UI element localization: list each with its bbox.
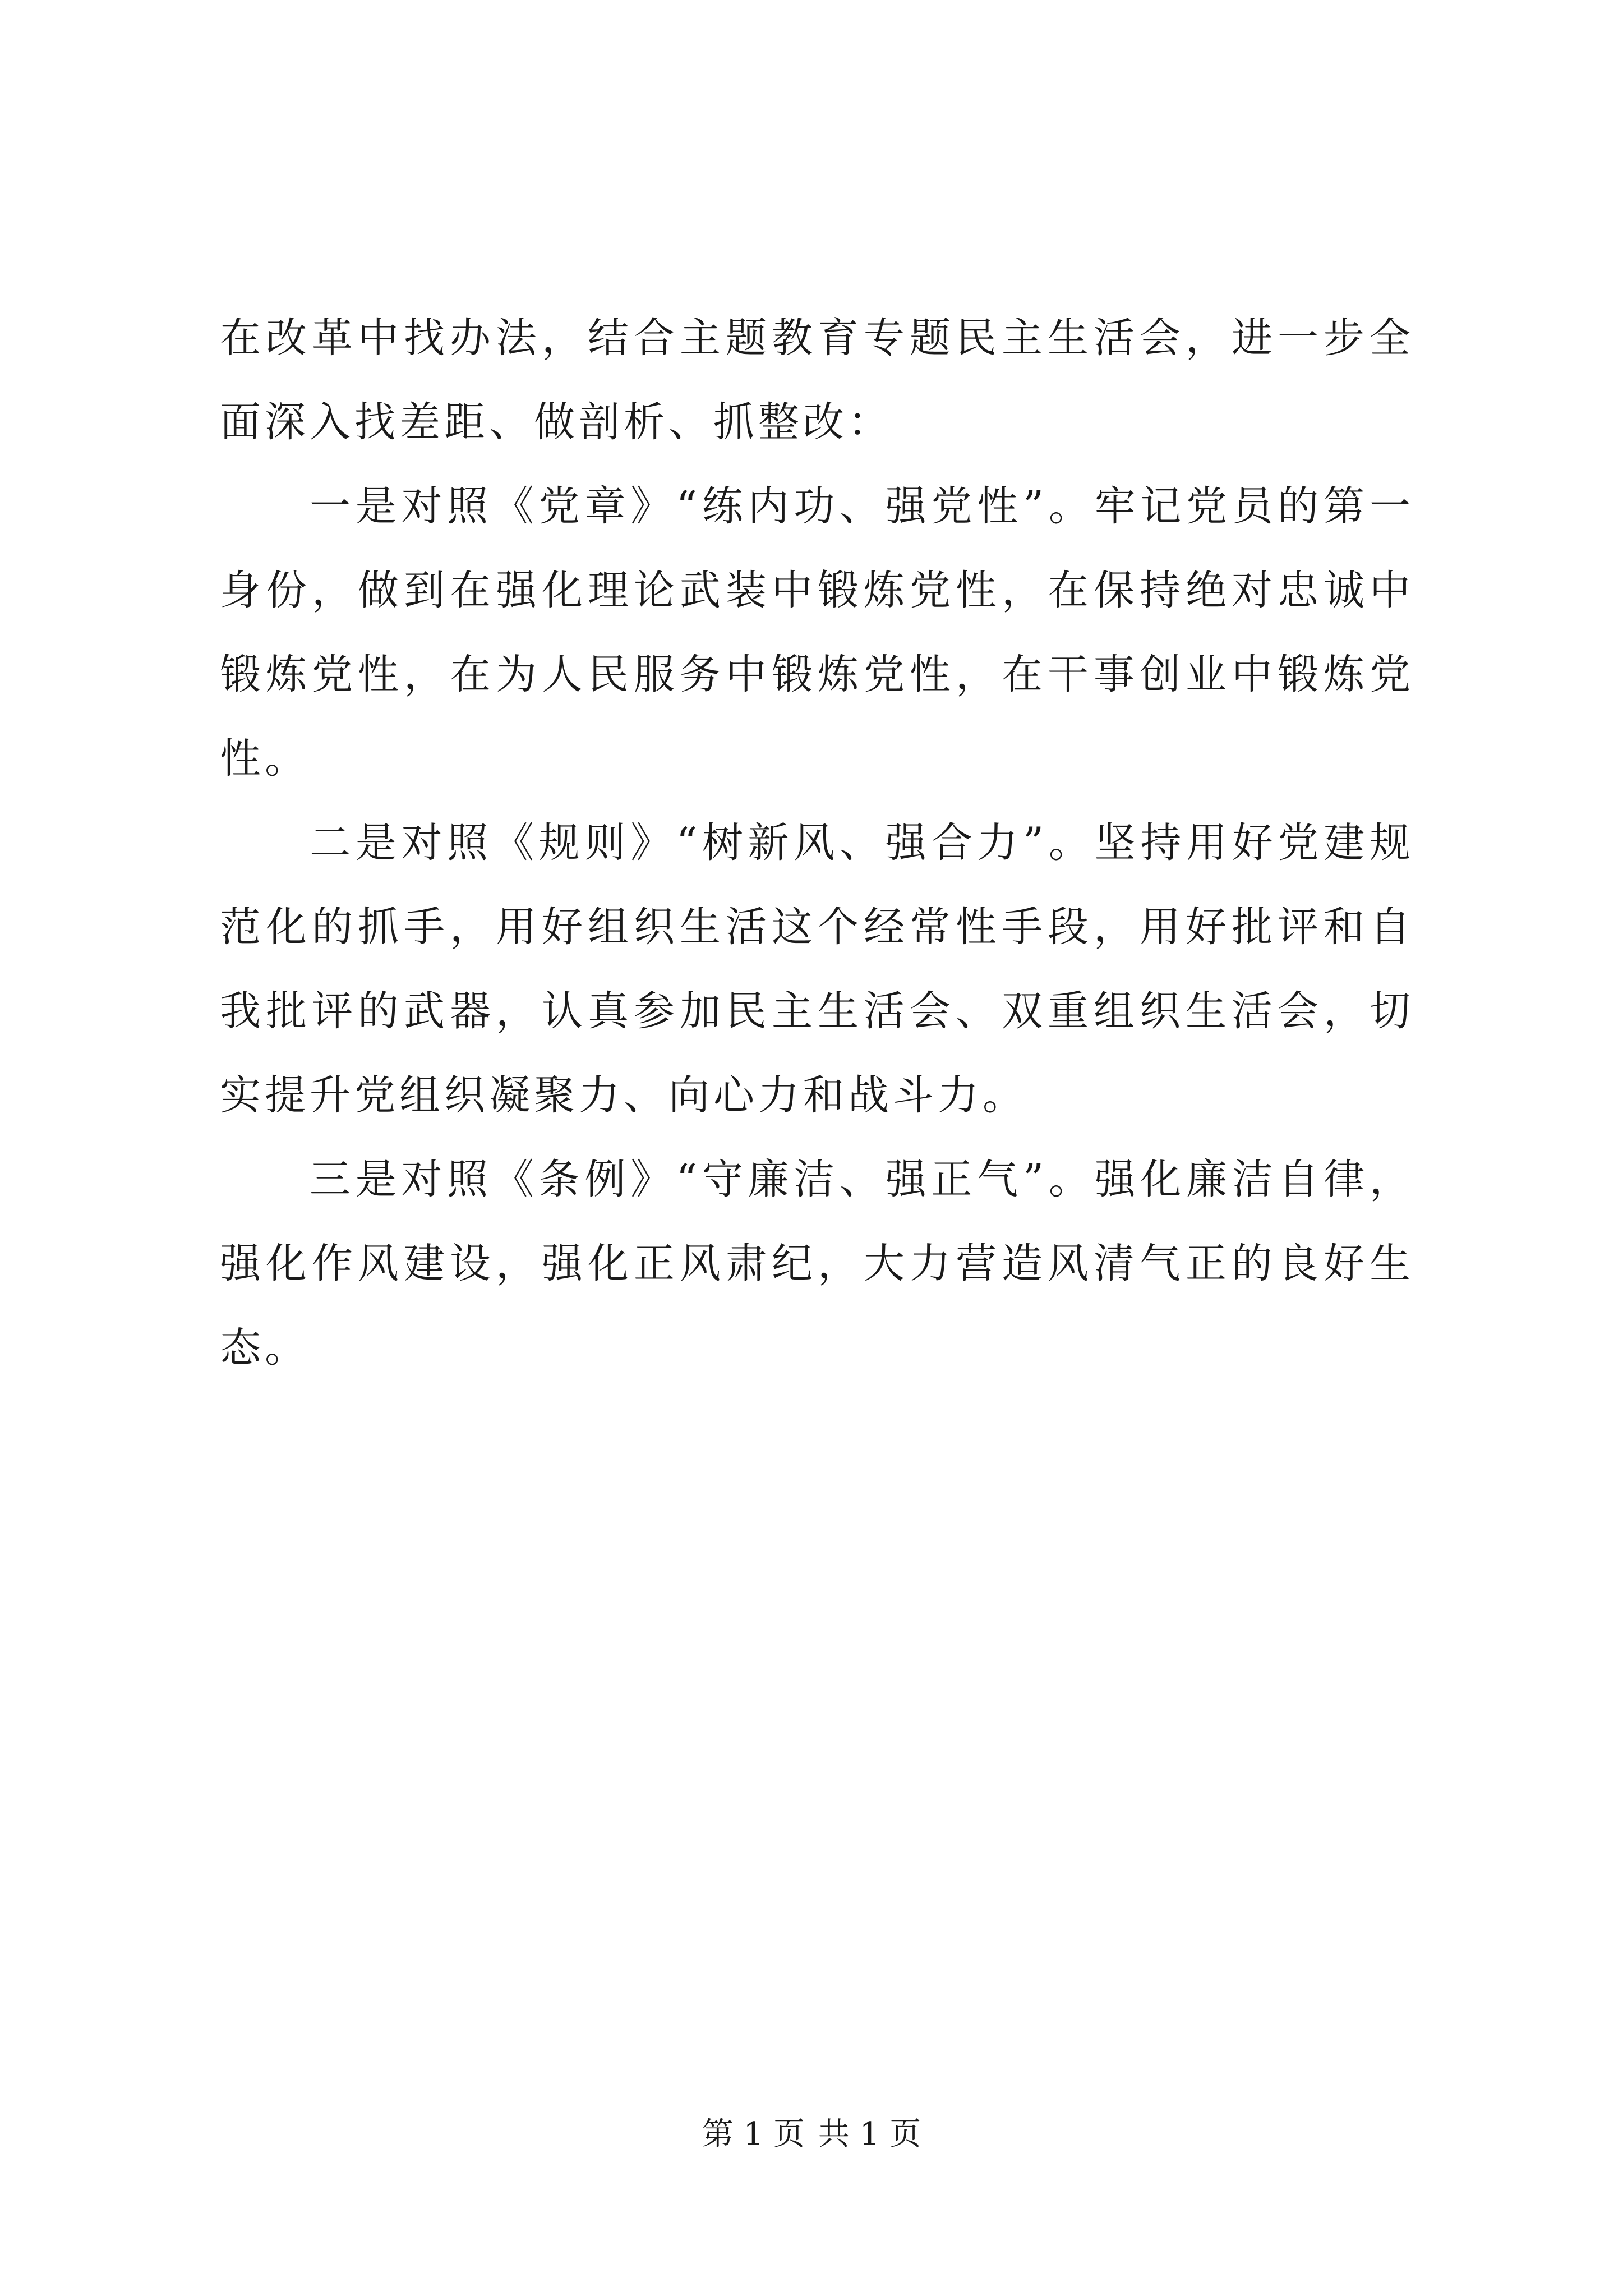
page-footer xyxy=(0,2109,1623,2154)
document-body xyxy=(220,296,1414,1390)
paragraph-intro: 在改革中找办法，结合主题教育专题民主生活会，进一步全面深入找差距、做剖析、抓整改： xyxy=(220,314,1414,446)
paragraph-item-2: 二是对照《规则》“树新风、强合力”。坚持用好党建规范化的抓手，用好组织生活这个经常性手段，用好批评和自我批评的武器，认真参加民主生活会、双重组织生活会，切实提升党组织凝聚力、向心力和战斗力。 xyxy=(220,819,1414,1119)
page-total: 共 1 页 xyxy=(818,2116,921,2152)
page-number: 第 1 页 xyxy=(702,2116,805,2152)
paragraph-item-3: 三是对照《条例》“守廉洁、强正气”。强化廉洁自律，强化作风建设，强化正风肃纪，大力营造风清气正的良好生态。 xyxy=(220,1156,1414,1372)
paragraph-item-1: 一是对照《党章》“练内功、强党性”。牢记党员的第一身份，做到在强化理论武装中锻炼党性，在保持绝对忠诚中锻炼党性，在为人民服务中锻炼党性，在干事创业中锻炼党性。 xyxy=(220,482,1414,783)
